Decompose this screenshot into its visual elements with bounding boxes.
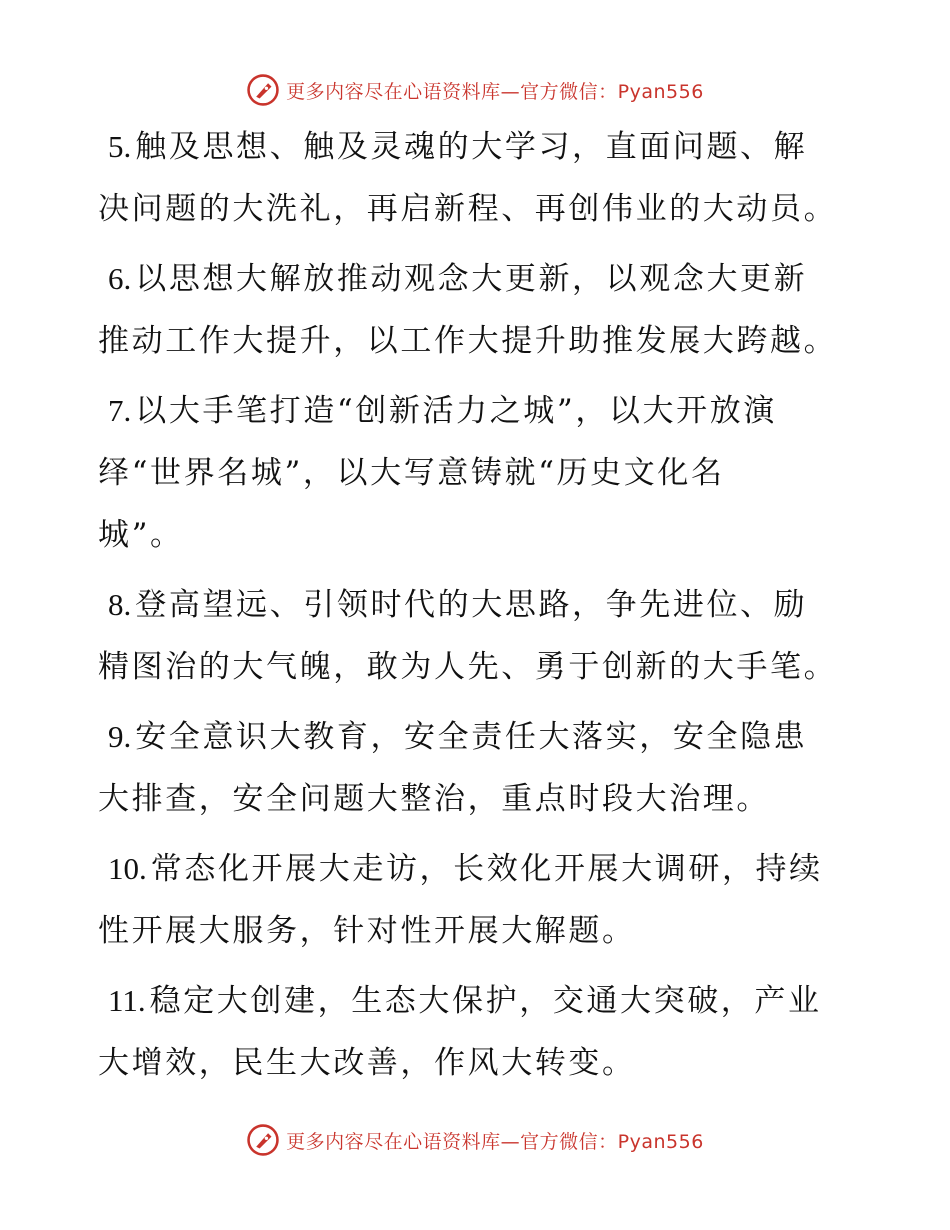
paragraph-5 xyxy=(98,116,858,240)
paragraph-10 xyxy=(98,838,858,962)
paragraph-line: 触及思想、触及灵魂的大学习，直面问题、解 xyxy=(135,129,808,165)
paragraph-6 xyxy=(98,248,858,372)
watermark-text: 更多内容尽在心语资料库—官方微信：Pyan556 xyxy=(286,80,704,103)
paragraph-7 xyxy=(98,380,858,566)
paragraph-line: 大增效，民生大改善，作风大转变。 xyxy=(98,1045,636,1081)
watermark-text: 更多内容尽在心语资料库—官方微信：Pyan556 xyxy=(286,1130,704,1153)
paragraph-line: 以大手笔打造“创新活力之城”，以大开放演 xyxy=(135,393,777,429)
header-watermark xyxy=(0,70,950,110)
paragraph-line: 常态化开展大走访，长效化开展大调研，持续 xyxy=(150,851,823,887)
paragraph-number: 11. xyxy=(108,983,146,1018)
pen-nib-logo-icon xyxy=(246,1123,280,1157)
paragraph-line: 推动工作大提升，以工作大提升助推发展大跨越。 xyxy=(98,323,838,359)
paragraph-line: 决问题的大洗礼，再启新程、再创伟业的大动员。 xyxy=(98,191,838,227)
paragraph-number: 6. xyxy=(108,261,132,296)
paragraph-8 xyxy=(98,574,858,698)
paragraph-9 xyxy=(98,706,858,830)
paragraph-line: 精图治的大气魄，敢为人先、勇于创新的大手笔。 xyxy=(98,649,838,685)
paragraph-number: 7. xyxy=(108,393,132,428)
paragraph-number: 5. xyxy=(108,129,132,164)
paragraph-number: 10. xyxy=(108,851,147,886)
paragraph-11 xyxy=(98,970,858,1094)
footer-watermark xyxy=(0,1120,950,1160)
paragraph-line: 性开展大服务，针对性开展大解题。 xyxy=(98,913,636,949)
paragraph-line: 稳定大创建，生态大保护，交通大突破，产业 xyxy=(149,983,822,1019)
paragraph-line: 以思想大解放推动观念大更新，以观念大更新 xyxy=(135,261,808,297)
paragraph-line: 登高望远、引领时代的大思路，争先进位、励 xyxy=(135,587,808,623)
paragraph-line: 大排查，安全问题大整治，重点时段大治理。 xyxy=(98,781,770,817)
pen-nib-logo-icon xyxy=(246,73,280,107)
document-body xyxy=(98,116,858,1102)
paragraph-line: 绎“世界名城”，以大写意铸就“历史文化名 xyxy=(98,455,725,491)
paragraph-line: 安全意识大教育，安全责任大落实，安全隐患 xyxy=(135,719,808,755)
paragraph-line: 城”。 xyxy=(98,517,184,553)
paragraph-number: 8. xyxy=(108,587,132,622)
paragraph-number: 9. xyxy=(108,719,132,754)
